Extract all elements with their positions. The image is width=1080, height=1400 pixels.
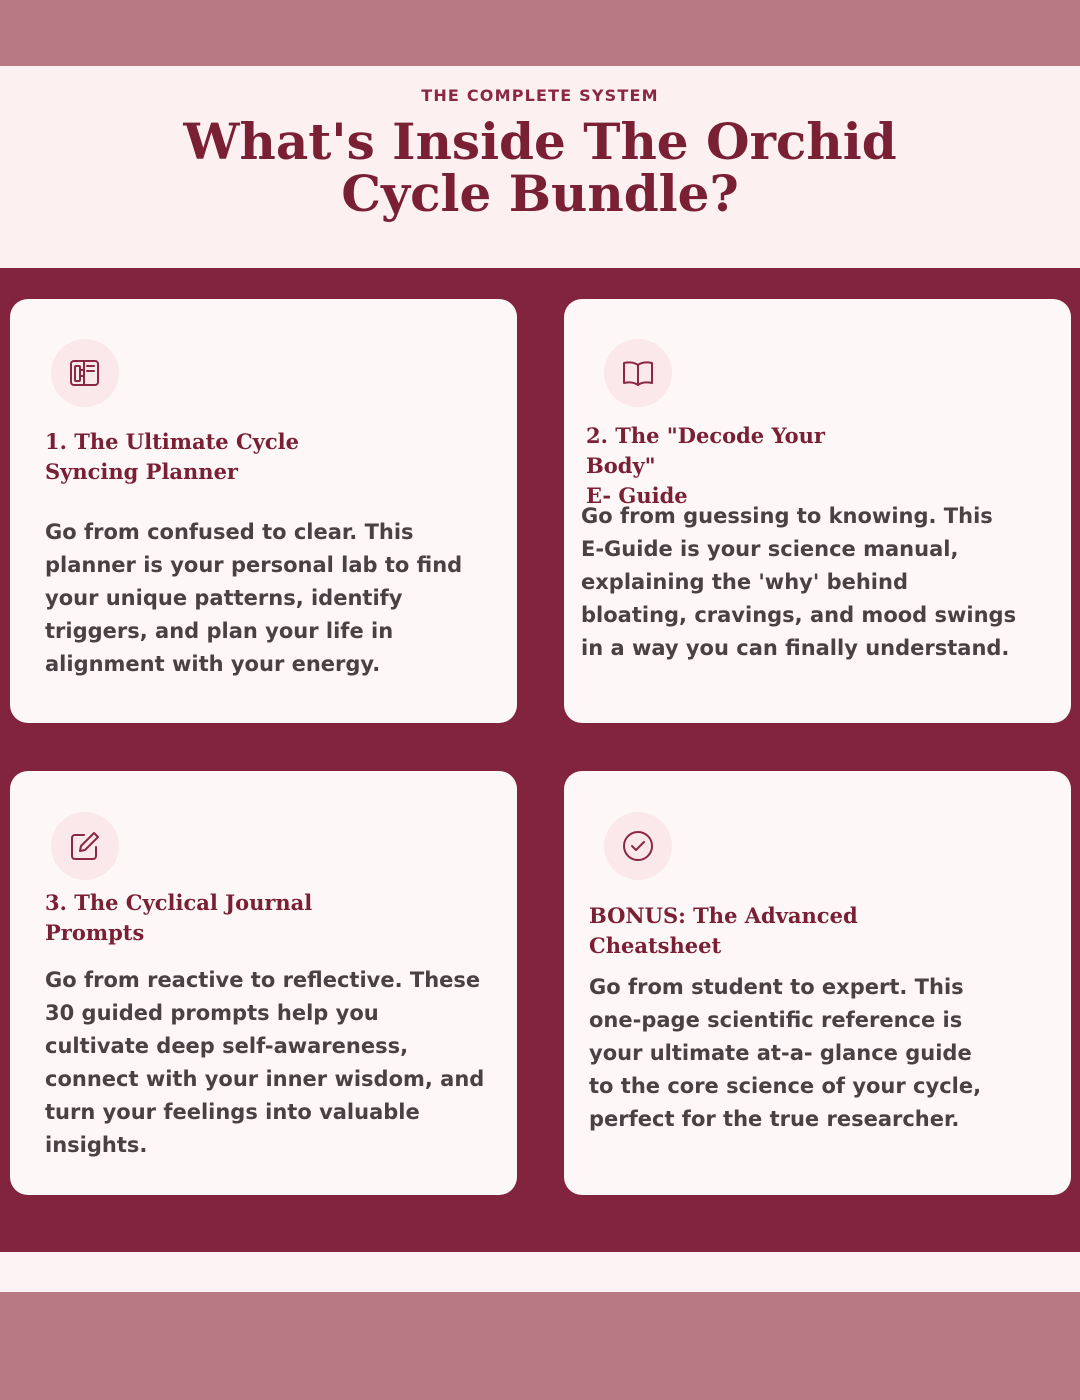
planner-icon [51, 339, 119, 407]
card-bonus-cheatsheet [564, 771, 1071, 1195]
card-journal [10, 771, 517, 1195]
card-title: 1. The Ultimate Cycle Syncing Planner [45, 429, 300, 484]
page-title: What's Inside The Orchid Cycle Bundle? [183, 112, 897, 223]
card-description: Go from guessing to knowing. This E-Guide is your science manual, explaining the 'why' behind bloating, cravings, and mood swings in a way you can finally understand. [581, 504, 1017, 660]
card-title: BONUS: The Advanced Cheatsheet [589, 903, 858, 958]
footer-strip [0, 1252, 1080, 1292]
card-description: Go from reactive to reflective. These 30 guided prompts help you cultivate deep self-awareness, connect with your inner wisdom, and turn your feelings into valuable insights. [45, 968, 485, 1157]
bottom-band [0, 1292, 1080, 1400]
top-band [0, 0, 1080, 66]
check-circle-icon [604, 812, 672, 880]
card-title: 2. The "Decode Your Body" E- Guide [586, 423, 825, 508]
header [0, 66, 1080, 268]
card-planner [10, 299, 517, 723]
edit-pencil-icon [51, 812, 119, 880]
card-description: Go from student to expert. This one-page scientific reference is your ultimate at-a- glance guide to the core science of your cycle, perfect for the true researcher. [589, 975, 982, 1131]
card-title: 3. The Cyclical Journal Prompts [45, 890, 313, 945]
open-book-icon [604, 339, 672, 407]
card-description: Go from confused to clear. This planner is your personal lab to find your unique patterns, identify triggers, and plan your life in alignment with your energy. [45, 520, 463, 676]
cards-section [0, 268, 1080, 1252]
section-eyebrow: THE COMPLETE SYSTEM [421, 86, 659, 105]
card-e-guide [564, 299, 1071, 723]
